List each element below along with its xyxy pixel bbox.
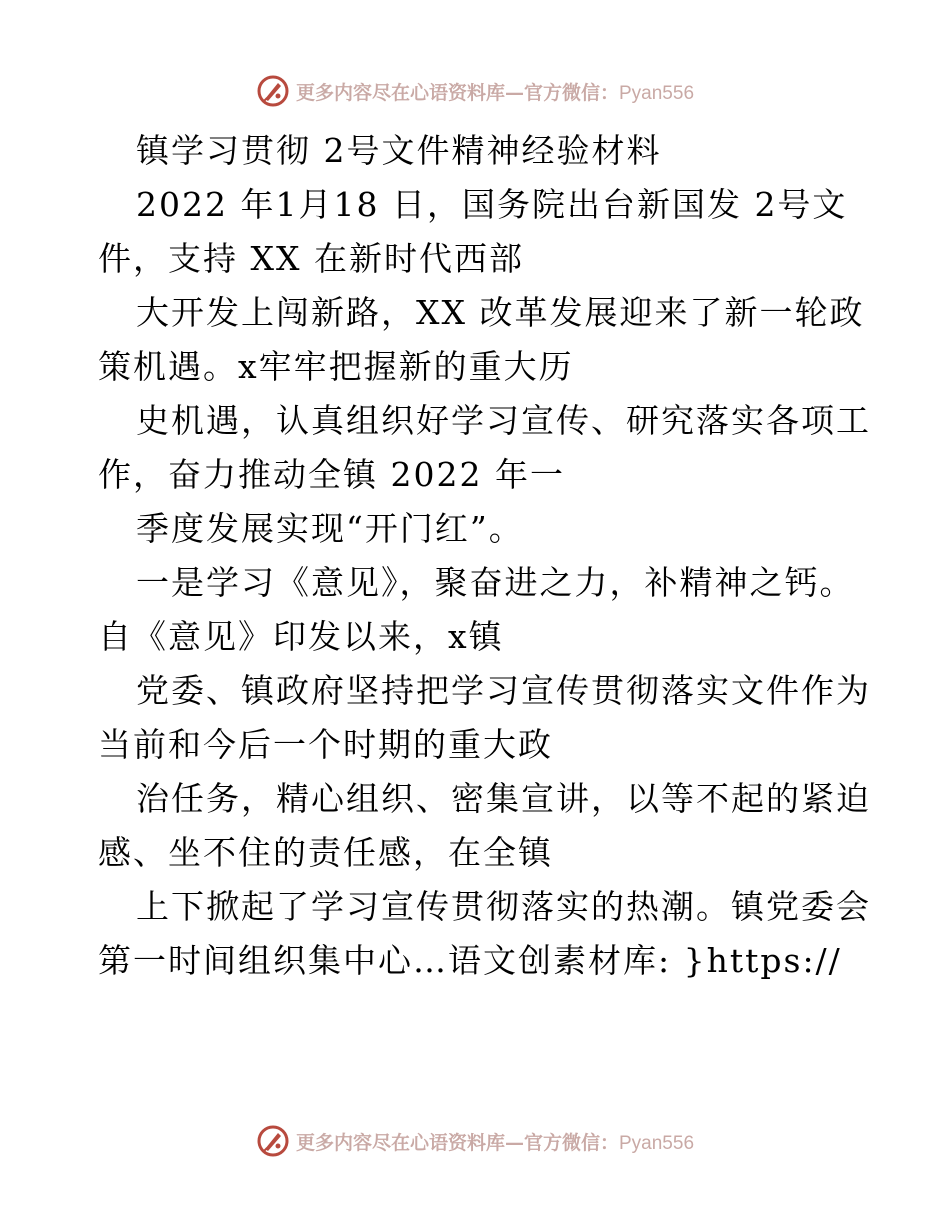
- paragraph-line: 党委、镇政府坚持把学习宣传贯彻落实文件作为: [136, 671, 871, 710]
- red-quill-circle-icon: [256, 1124, 290, 1158]
- paragraph-line: 2022 年1月18 日，国务院出台新国发 2号文: [136, 185, 848, 224]
- watermark-text: [296, 78, 694, 105]
- watermark-text-cn: 更多内容尽在心语资料库—官方微信：: [295, 81, 619, 104]
- paragraph-line: 件，支持 XX 在新时代西部: [98, 239, 524, 278]
- paragraph-line: 史机遇，认真组织好学习宣传、研究落实各项工: [136, 401, 871, 440]
- document-body: [98, 124, 871, 988]
- paragraph-line: 自《意见》印发以来，x镇: [98, 617, 504, 656]
- watermark-text-latin: Pyan556: [619, 1132, 695, 1154]
- watermark-text-latin: Pyan556: [619, 82, 695, 104]
- watermark-text: [296, 1128, 694, 1155]
- paragraph-line: 第一时间组织集中心…语文创素材库: }https://: [98, 941, 842, 980]
- paragraph-line: 一是学习《意见》，聚奋进之力，补精神之钙。: [136, 563, 855, 602]
- paragraph-line: 作，奋力推动全镇 2022 年一: [98, 455, 565, 494]
- paragraph-line: 季度发展实现“开门红”。: [136, 509, 524, 548]
- header-watermark: [0, 71, 950, 111]
- paragraph-line: 大开发上闯新路，XX 改革发展迎来了新一轮政: [136, 293, 865, 332]
- red-quill-circle-icon: [256, 74, 290, 108]
- paragraph-line: 当前和今后一个时期的重大政: [98, 725, 553, 764]
- document-title: 镇学习贯彻 2号文件精神经验材料: [136, 131, 662, 170]
- paragraph-line: 感、坐不住的责任感，在全镇: [98, 833, 553, 872]
- paragraph-line: 策机遇。x牢牢把握新的重大历: [98, 347, 574, 386]
- paragraph-line: 上下掀起了学习宣传贯彻落实的热潮。镇党委会: [136, 887, 871, 926]
- watermark-text-cn: 更多内容尽在心语资料库—官方微信：: [295, 1131, 619, 1154]
- paragraph-line: 治任务，精心组织、密集宣讲，以等不起的紧迫: [136, 779, 871, 818]
- footer-watermark: [0, 1121, 950, 1161]
